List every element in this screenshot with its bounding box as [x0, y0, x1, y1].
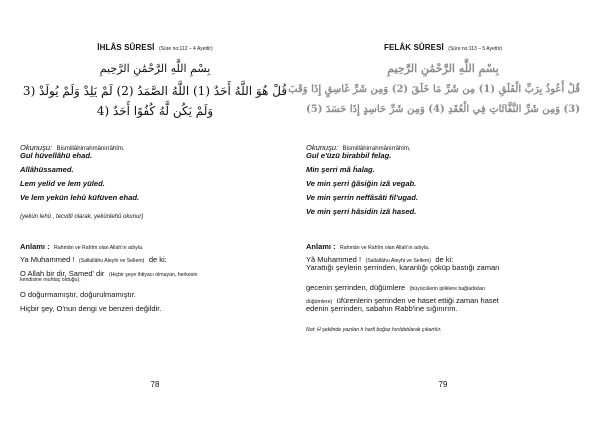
meaning-intro: Rahmân ve Rahîm olan Allah'ın adıyla. [54, 245, 144, 251]
reading-line: Ve min şerri hâsidin izâ hased. [306, 207, 417, 216]
reading-line: Min şerri mâ ḣalag. [306, 165, 375, 174]
meaning-line: Yâ Muhammed ! (Sallallâhu Aleyhi ve Sellem) de ki: [306, 255, 454, 264]
meaning-line: O doğurmamıştır, doğurulmamıştır. [20, 290, 136, 299]
reading-line: Ve min şerri ğâsiğin izâ vegab. [306, 179, 417, 188]
meaning-label: Anlamı : [306, 242, 336, 251]
surah-header [306, 37, 580, 55]
reading-note: (yekün lehû , tecvitli olarak, yekünlehû okunur) [20, 214, 144, 220]
basmala-arabic: بِسْمِ اللَّهِ الرَّحْمَٰنِ الرَّحِيمِ [387, 62, 499, 75]
arabic-verse-line: قُلْ أَعُوذُ بِرَبِّ الْفَلَقِ (1) مِن شَرِّ مَا خَلَقَ (2) وَمِن شَرِّ غَاسِقٍ إِذَا وَقَبَ [288, 84, 580, 95]
meaning-line: O Allah bir dir, Samed' dir (Hiçbir şeye ihtiyacı olmayan, herkesin [20, 269, 198, 278]
page-number: 78 [150, 380, 160, 389]
surah-header [20, 37, 290, 55]
surah-title: FELÂK SÛRESİ [383, 43, 444, 52]
arabic-verse-line: وَلَمْ يَكُن لَّهُ كُفُوًا أَحَدٌ (4 [96, 104, 214, 118]
reading-intro: Bismillâhirrahmânirrâhîm. [342, 146, 411, 152]
meaning-intro: Rahmân ve Rahîm olan Allah'ın adıyla. [340, 245, 430, 251]
arabic-verse-line: (3) وَمِن شَرِّ النَّفَّاثَاتِ فِي الْعُقَدِ (4) وَمِن شَرِّ حَاسِدٍ إِذَا حَسَدَ (5) [306, 104, 580, 115]
meaning-line: düğümlere) üfürenlerin şerrinden ve haset ettiği zaman haset [306, 296, 499, 305]
footnote: Not: Ḣ şeklinde yazılan h harfi boğaz hırıldatılarak çıkartılır. [306, 327, 442, 333]
reading-line: Gul e'üzü birabbil felag. [306, 151, 392, 160]
surah-note: (Süre no:112 – 4 Ayettir) [158, 46, 213, 52]
meaning-line: kendisine muhtaç olduğu). [20, 277, 81, 283]
reading-intro: Bismillâhirrahmânirrâhîm. [56, 146, 125, 152]
meaning-line: Yarattığı şeylerin şerrinden, karanlığı çöküp bastığı zaman [306, 263, 500, 272]
left-page [20, 0, 290, 423]
reading-label: Okunuşu: [20, 143, 53, 152]
page-number: 79 [438, 380, 448, 389]
right-page [288, 0, 580, 423]
surah-title: İHLÂS SÛRESİ [97, 43, 155, 52]
reading-label: Okunuşu: [306, 143, 339, 152]
meaning-line: Ya Muhammed ! (Sallallâhu Aleyhi ve Sellem) de ki: [20, 255, 167, 264]
meaning-line: gecenin şerrinden, düğümlere (büyücülerin ipliklere bağladıkları [306, 283, 486, 292]
reading-line: Ve lem yekün lehû küfüven ehad. [20, 193, 140, 202]
reading-line: Gul hüvellâhü ehad. [20, 151, 93, 160]
surah-note: (Süre no:113 – 5 Ayettir) [448, 46, 503, 52]
meaning-line: edenin şerrinden, sabahın Rabb'ine sığınırım. [306, 304, 458, 313]
reading-line: Lem yelid ve lem yüled. [20, 179, 105, 188]
basmala-arabic: بِسْمِ اللَّهِ الرَّحْمَٰنِ الرَّحِيمِ [99, 62, 211, 75]
arabic-verse-line: قُلْ هُوَ اللَّهُ أَحَدٌ (1) اللَّهُ الصَّمَدُ (2) لَمْ يَلِدْ وَلَمْ يُولَدْ (3 [22, 84, 288, 98]
meaning-line: Hiçbir şey, O'nun dengi ve benzeri değildir. [20, 304, 162, 313]
reading-line: Ve min şerrin neffâsâti fil'ugad. [306, 193, 418, 202]
meaning-label: Anlamı : [20, 242, 50, 251]
reading-line: Allâhüssamed. [20, 165, 74, 174]
